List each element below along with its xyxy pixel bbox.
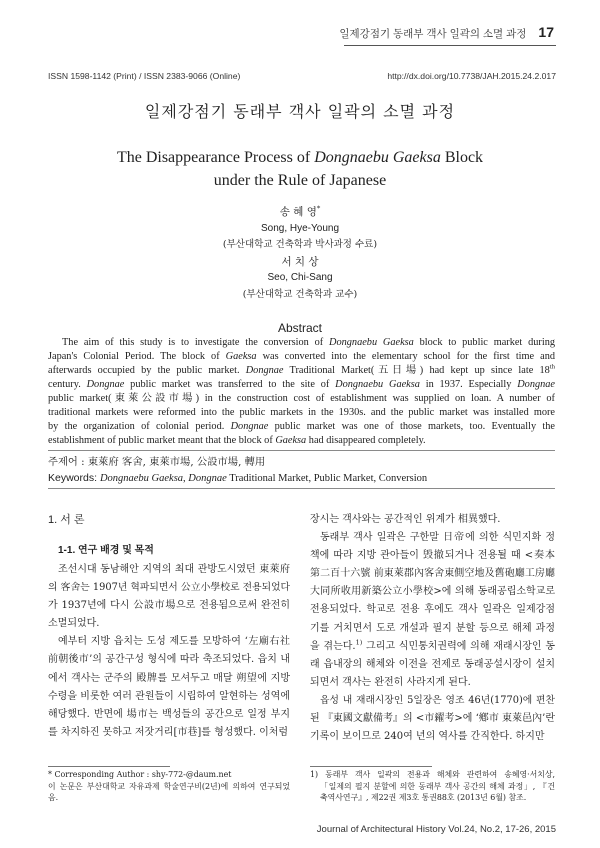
text-run: 가 1937년에 다시 公設市場으로 전용됨으로써 완전히 (48, 600, 290, 612)
text-line (48, 651, 290, 669)
text-run: public market(東萊公設市場) in the construction cost of establishment was supplied on loan. A number of (48, 393, 555, 404)
italic-text: Dongnae (245, 365, 284, 376)
title-line (0, 146, 600, 169)
running-header (339, 24, 554, 40)
footnote-left (48, 769, 290, 804)
text-run: 동래부 객사 일곽은 구한말 日帝에 의한 식민지화 정 (320, 532, 555, 544)
author-name-korean: 서 치 상 (281, 255, 319, 268)
author-name-korean (0, 204, 600, 221)
author-name-text: 송 혜 영 (279, 206, 317, 218)
text-run: public market was transferred to the site of (124, 379, 336, 390)
doi-link[interactable]: http://dx.doi.org/10.7738/JAH.2015.24.2.017 (387, 71, 556, 81)
text-run: Japan's Colonial Period. The block of (48, 351, 226, 362)
section-heading: 1. 서 론 (48, 514, 85, 526)
text-line (48, 350, 555, 364)
text-line (48, 792, 290, 804)
text-line (48, 561, 290, 579)
title-line: under the Rule of Japanese (213, 172, 387, 189)
italic-text: Dongnaebu Gaeksa (335, 379, 420, 390)
keyword-text: Traditional Market, Public Market, Conversion (226, 473, 428, 484)
paragraph (48, 336, 555, 448)
italic-text: Dongnae (230, 421, 269, 432)
author-block (0, 204, 600, 304)
text-line (48, 420, 555, 434)
text-run: 예부터 지방 읍치는 도성 제도를 모방하여 ‘左廟右社 (58, 636, 290, 648)
paper-title-korean: 일제강점기 동래부 객사 일곽의 소멸 과정 (144, 102, 456, 121)
text-run: 소멸되었다. (48, 618, 100, 630)
paragraph (48, 561, 290, 633)
text-run: Traditional Market(五日場) had kept up since late 18 (283, 365, 550, 376)
page-number: 17 (538, 24, 554, 40)
text-line (48, 364, 555, 378)
text-run: 을 겪는다. (310, 640, 356, 652)
paragraph (310, 769, 555, 804)
text-run: 된 『東國文獻備考』의 <市糴考>에 ‘鄕市 東萊邑內’란 (310, 713, 555, 725)
paragraph (310, 529, 555, 692)
keywords-english (48, 471, 427, 486)
text-line (310, 511, 555, 529)
text-line (48, 688, 290, 706)
text-run: 大同所收用新築公立小學校>에 의해 동래공립소학교로 (310, 586, 555, 598)
footnote-right (310, 769, 555, 804)
text-run: by the organization of colonial period. (48, 421, 231, 432)
text-line (310, 769, 555, 781)
text-run: 기를 거치면서 도로 개설과 필지 분할 등으로 해체 과정 (310, 622, 555, 634)
running-header-title: 일제강점기 동래부 객사 일곽의 소멸 과정 (339, 28, 527, 40)
text-line (310, 710, 555, 728)
text-line (48, 706, 290, 724)
text-line (310, 728, 555, 746)
author-name-english: Song, Hye-Young (260, 222, 340, 234)
text-line (48, 769, 290, 781)
text-run: public market was one of those markets, too. Eventually the (268, 421, 555, 432)
italic-text: Gaeksa (275, 435, 307, 446)
text-run: 第二百十六號 前東萊郡內客舍東側空地及舊砲廳工房廳 (310, 568, 555, 580)
keyword-italic: Dongnae (188, 473, 227, 484)
text-run: 수령을 비롯한 여러 관원들이 시립하여 알현하는 성역에 (48, 690, 290, 702)
paragraph (48, 633, 290, 742)
title-text: The Disappearance Process of (116, 149, 315, 166)
abstract-body (48, 336, 555, 448)
body-column-right (310, 511, 555, 746)
text-line (48, 406, 555, 420)
title-italic-text: Dongnaebu Gaeksa (314, 149, 441, 166)
title-text: Block (440, 149, 484, 166)
text-run: * Corresponding Author : shy-772-@daum.net (48, 770, 232, 779)
text-line (48, 781, 290, 793)
text-line (310, 674, 555, 692)
text-run: century. (48, 379, 87, 390)
text-run: 이 논문은 부산대학교 자유과제 학술연구비(2년)에 의하여 연구되었 (48, 781, 290, 791)
text-line (48, 615, 290, 633)
text-run: 「일제의 필지 분할에 의한 동래부 객사 공간의 해체 과정」, 『건 (320, 781, 555, 791)
text-line (48, 434, 555, 448)
italic-text: Dongnae (86, 379, 125, 390)
keyword-text: , (183, 473, 189, 484)
keywords-top-rule (48, 450, 555, 451)
header-rule (344, 45, 556, 46)
text-run: 를 차지하진 못하고 저잣거리[市巷]를 형성했다. 이처럼 (48, 726, 289, 738)
text-line (310, 781, 555, 793)
text-line (48, 378, 555, 392)
text-line (48, 670, 290, 688)
text-line (310, 638, 555, 656)
corresponding-author-mark: * (316, 204, 321, 213)
text-run: 래 읍내장의 해체와 이전을 전제로 동래공설시장이 설치 (310, 658, 555, 670)
text-run: The aim of this study is to investigate the conversion of (62, 337, 330, 348)
text-line (310, 620, 555, 638)
text-run: had disappeared completely. (306, 435, 426, 446)
text-run: 되면서 객사는 완전히 사라지게 된다. (310, 676, 471, 688)
text-run: traditional markets were reformed into the public markets in the 1930s. and the public market was installed more (48, 407, 555, 418)
text-run: 책에 따라 지방 관아들이 毁撤되거나 전용될 때 <奏本 (310, 550, 555, 562)
keyword-italic: Dongnaebu Gaeksa (99, 473, 184, 484)
italic-text: Dongnaebu Gaeksa (329, 337, 414, 348)
paragraph (48, 769, 290, 781)
journal-footer: Journal of Architectural History Vol.24, No.2, 17-26, 2015 (316, 824, 556, 835)
text-run: 1) 동래부 객사 일곽의 전용과 해체와 관련하여 송혜영·서치상, (310, 770, 555, 779)
paragraph (48, 781, 290, 804)
footnote-rule-right (310, 766, 432, 767)
author-name-english: Seo, Chi-Sang (267, 272, 333, 284)
author-affiliation: (부산대학교 건축학과 교수) (242, 288, 358, 300)
text-run: afterwards occupied by the public market. (48, 365, 246, 376)
body-column-left (48, 561, 290, 742)
text-run: 조선시대 동남해안 지역의 최대 관방도시였던 東萊府 (58, 564, 290, 575)
keywords-korean: 주제어 : 東萊府 客舍, 東萊市場, 公設市場, 轉用 (48, 456, 266, 468)
keywords-label: Keywords: (48, 472, 100, 484)
subsection-heading: 1-1. 연구 배경 및 목적 (58, 545, 154, 556)
text-run: 해당했다. 반면에 場市는 백성들의 공간으로 일정 부지 (48, 708, 290, 720)
text-run: in 1937. Especially (419, 379, 518, 390)
text-run: 의 客舍는 1907년 혁파되면서 公立小學校로 전용되었다 (48, 582, 290, 594)
text-run: establishment of public market meant that the block of (48, 435, 276, 446)
text-run: 축역사연구』, 제22권 제3호 통권88호 (2013년 6월) 참조. (320, 793, 527, 803)
text-line (48, 724, 290, 742)
text-line (310, 601, 555, 619)
text-line (310, 583, 555, 601)
text-line (48, 579, 290, 597)
superscript: th (549, 363, 555, 371)
italic-text: Gaeksa (225, 351, 257, 362)
keywords-bottom-rule (48, 488, 555, 489)
text-run: block to public market during (413, 337, 555, 348)
paper-title-english (0, 146, 600, 192)
text-run: 읍성 내 재래시장인 5일장은 영조 46년(1770)에 편찬 (320, 694, 555, 706)
author-affiliation: (부산대학교 건축학과 박사과정 수료) (222, 239, 378, 251)
text-line (310, 529, 555, 547)
superscript: 1) (355, 638, 363, 647)
text-run: 에서 객사는 군주의 殿牌를 모셔두고 매달 朔望에 지방 (48, 672, 290, 684)
text-line (310, 547, 555, 565)
text-run: 장시는 객사와는 공간적인 위계가 相異했다. (310, 514, 501, 525)
paragraph (310, 692, 555, 746)
text-run: 기록이 보이므로 240여 년의 역사를 간직한다. 하지만 (310, 731, 545, 743)
text-run: 그리고 식민통치권력에 의해 재래시장인 동 (362, 640, 555, 652)
text-line (310, 792, 555, 804)
text-line (48, 336, 555, 350)
paragraph (310, 511, 555, 529)
text-line (310, 692, 555, 710)
abstract-heading: Abstract (277, 321, 322, 335)
text-line (310, 565, 555, 583)
text-line (48, 597, 290, 615)
text-run: 전용되었다. 학교로 전용 후에도 객사 일곽은 일제강점 (310, 604, 555, 616)
issn: ISSN 1598-1142 (Print) / ISSN 2383-9066 (Online) (48, 71, 241, 81)
text-line (310, 656, 555, 674)
text-run: was converted into the elementary school for the first time and (256, 351, 556, 362)
footnote-rule-left (48, 766, 170, 767)
text-run: 음. (48, 793, 59, 803)
text-run: 前朝後市’의 공간구성 형식에 따라 축조되었다. 읍치 내 (48, 654, 290, 666)
text-line (48, 392, 555, 406)
italic-text: Dongnae (517, 379, 555, 390)
text-line (48, 633, 290, 651)
